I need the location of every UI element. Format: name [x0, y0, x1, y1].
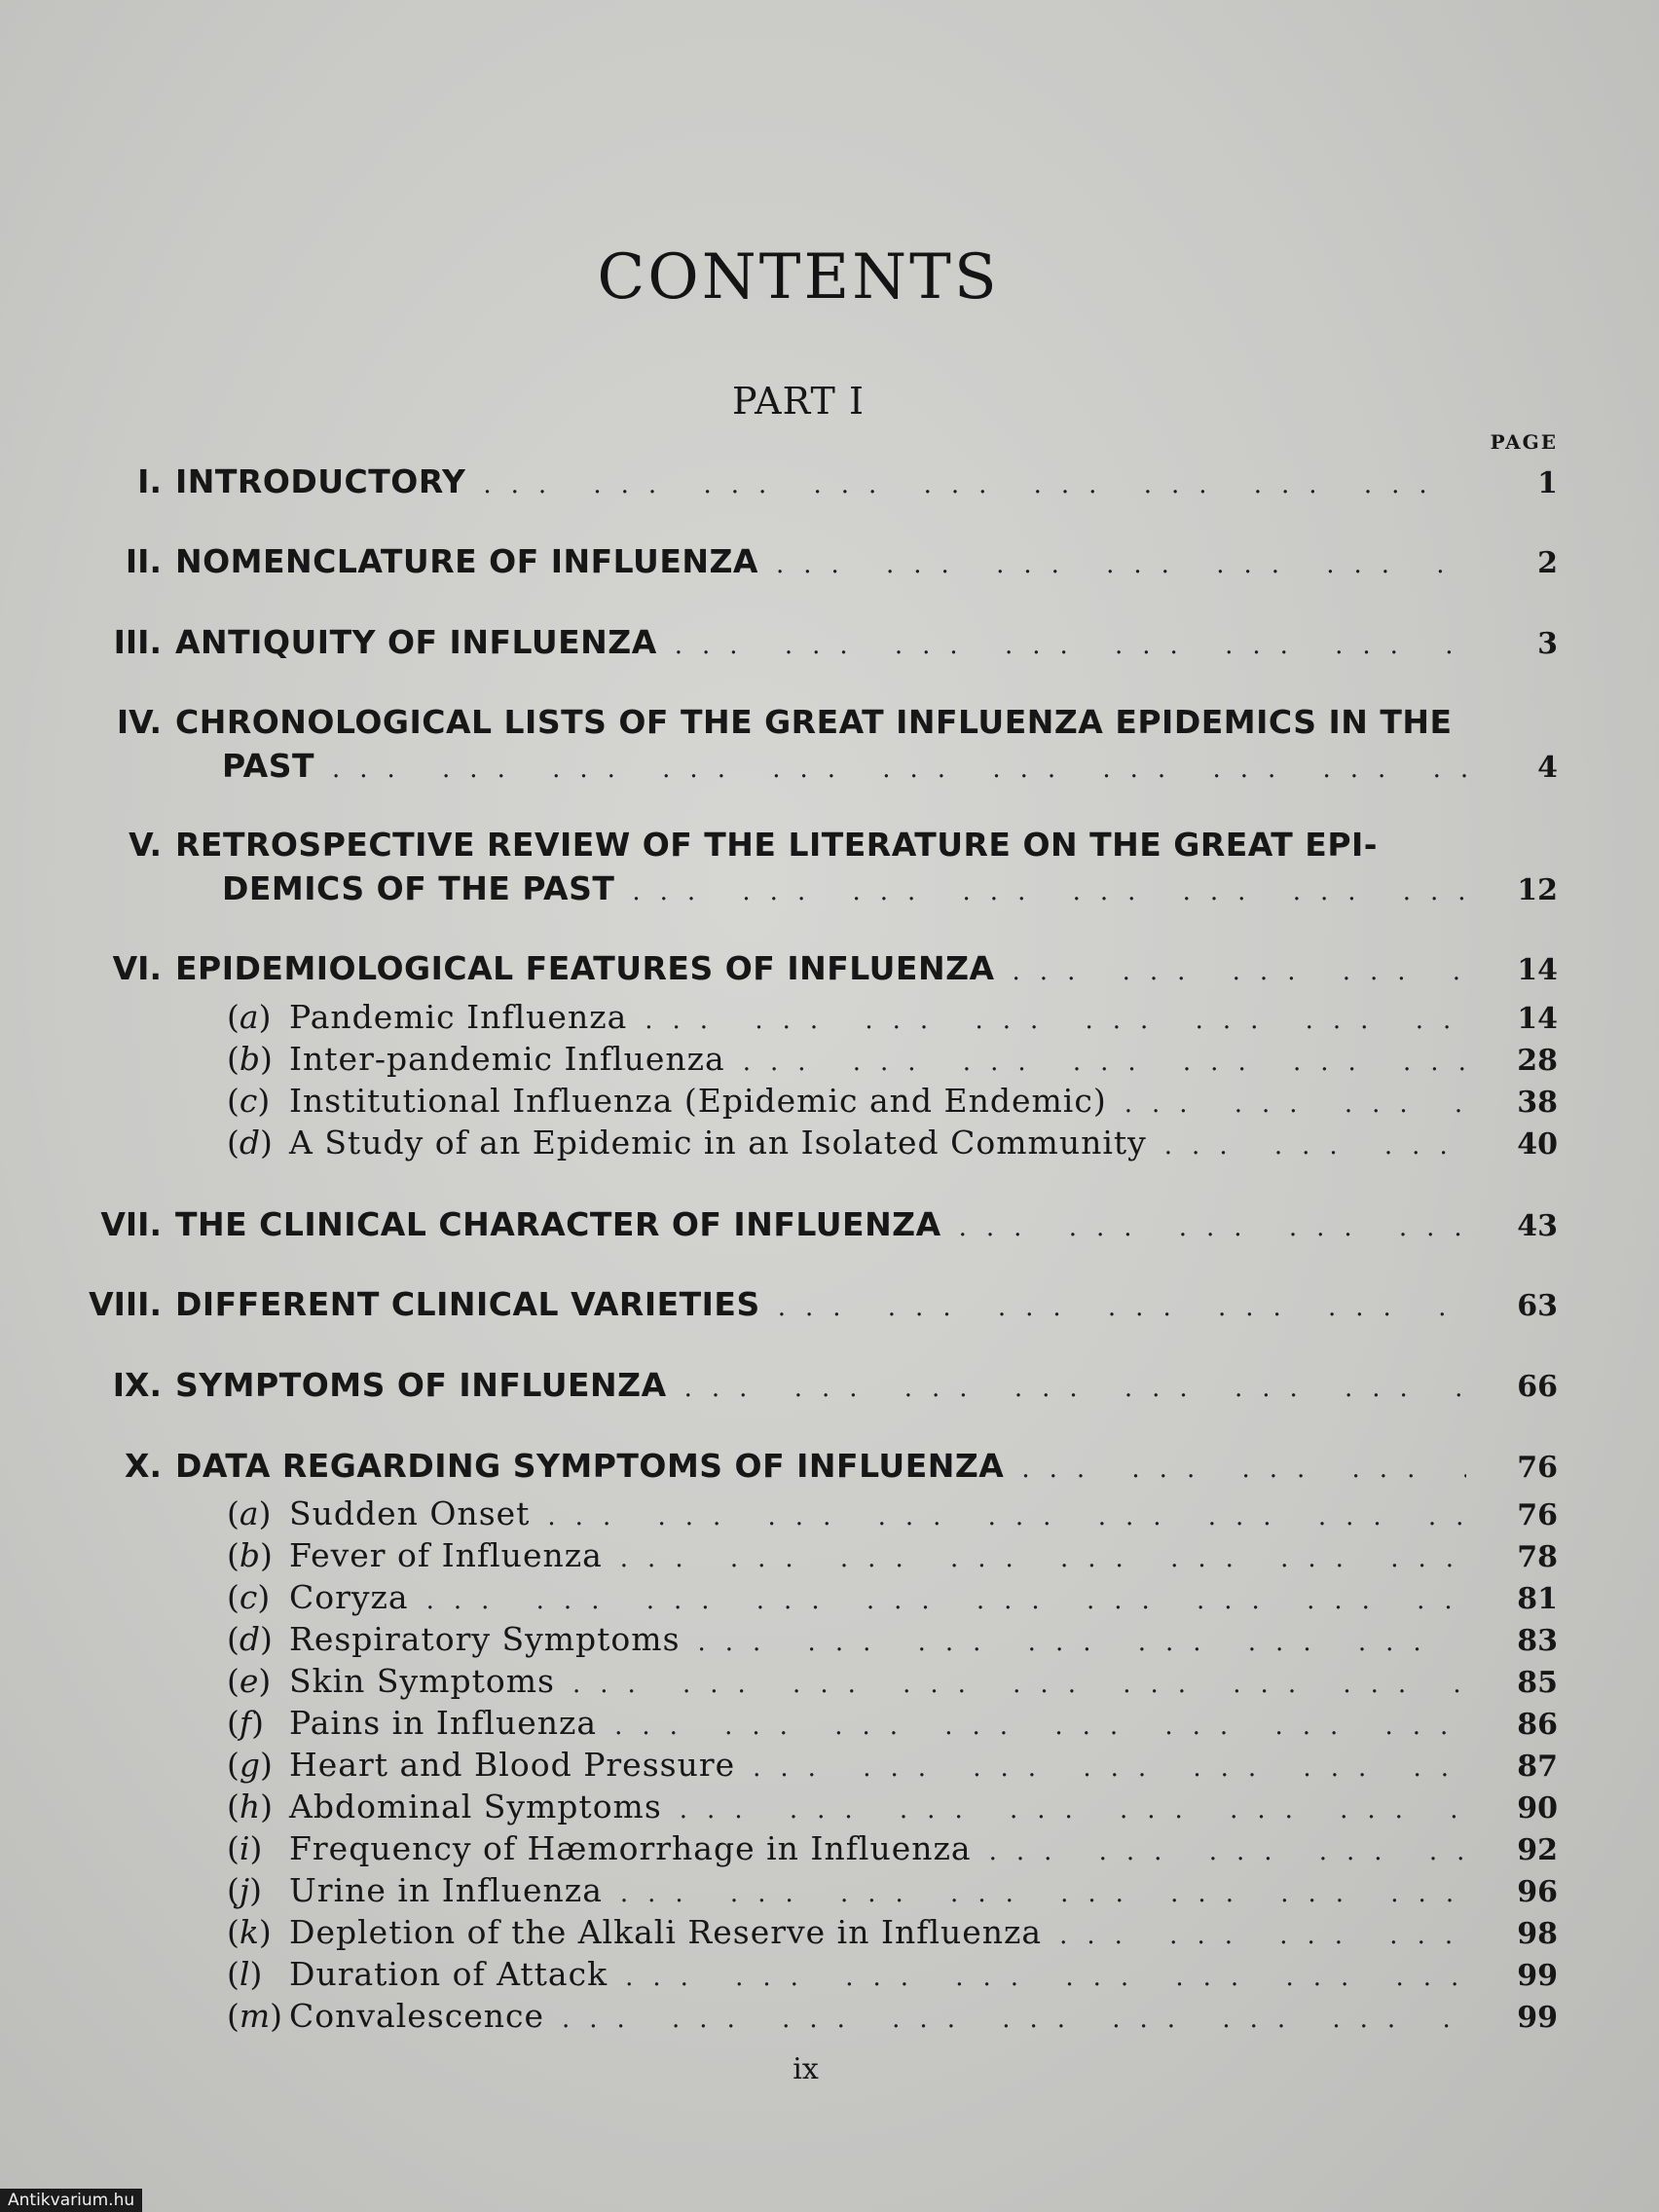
chapter-number: I.: [137, 462, 162, 500]
toc-section: [0, 1871, 1558, 1916]
toc-chapter: [0, 1447, 1558, 1492]
leader-dots: [645, 1006, 1466, 1035]
page-number: 99: [1517, 2001, 1558, 2035]
section-title: Pandemic Influenza: [289, 998, 628, 1036]
section-letter: (d): [227, 1124, 273, 1161]
chapter-number: IX.: [112, 1366, 162, 1404]
toc-chapter: [0, 623, 1558, 668]
leader-dots: [959, 1213, 1466, 1242]
toc-section: [0, 1662, 1558, 1707]
leader-dots: [684, 1374, 1466, 1403]
watermark: Antikvarium.hu: [0, 2189, 142, 2212]
leader-dots: [547, 1502, 1466, 1531]
page-number: 2: [1537, 546, 1558, 580]
page-number: 92: [1517, 1833, 1558, 1867]
page-number: 14: [1517, 953, 1558, 987]
toc-chapter: [0, 949, 1558, 994]
section-letter: (l): [227, 1955, 263, 1993]
leader-dots: [1013, 957, 1466, 986]
toc-section: [0, 1536, 1558, 1581]
toc-section: [0, 1620, 1558, 1665]
section-letter: (f): [227, 1704, 264, 1742]
leader-dots: [426, 1586, 1466, 1615]
page-number: 87: [1517, 1750, 1558, 1784]
chapter-title: RETROSPECTIVE REVIEW OF THE LITERATURE ON THE GREAT EPI-: [175, 826, 1378, 864]
page-number: 3: [1537, 627, 1558, 661]
section-letter: (k): [227, 1913, 272, 1951]
toc-section: [0, 1788, 1558, 1832]
leader-dots: [625, 1963, 1466, 1992]
chapter-title: DIFFERENT CLINICAL VARIETIES: [175, 1285, 760, 1323]
chapter-number: II.: [125, 542, 162, 580]
section-letter: (b): [227, 1536, 273, 1574]
leader-dots: [614, 1712, 1466, 1741]
toc-chapter: [0, 1285, 1558, 1330]
leader-dots: [572, 1670, 1466, 1699]
toc-section: [0, 1997, 1558, 2042]
section-letter: (a): [227, 1494, 272, 1532]
leader-dots: [989, 1837, 1466, 1866]
part-heading: PART I: [732, 380, 865, 423]
section-title: Pains in Influenza: [289, 1704, 598, 1742]
page-number: 86: [1517, 1708, 1558, 1742]
section-title: Convalescence: [289, 1997, 544, 2035]
section-title: Heart and Blood Pressure: [289, 1746, 736, 1784]
chapter-number: V.: [129, 826, 162, 864]
section-letter: (a): [227, 998, 272, 1036]
section-title: Institutional Influenza (Epidemic and Endemic): [289, 1082, 1107, 1120]
page-number: 98: [1517, 1917, 1558, 1951]
section-title: Duration of Attack: [289, 1955, 608, 1993]
leader-dots: [620, 1544, 1466, 1573]
leader-dots: [562, 2005, 1466, 2034]
section-title: Frequency of Hæmorrhage in Influenza: [289, 1829, 972, 1867]
folio-page-number: ix: [793, 2052, 819, 2086]
section-title: Sudden Onset: [289, 1494, 531, 1532]
toc-section: [0, 1955, 1558, 2000]
section-title: Depletion of the Alkali Reserve in Influenza: [289, 1913, 1043, 1951]
leader-dots: [778, 1293, 1466, 1322]
section-letter: (d): [227, 1620, 273, 1658]
page-number: 63: [1517, 1289, 1558, 1323]
page-number: 40: [1517, 1127, 1558, 1161]
chapter-title: INTRODUCTORY: [175, 462, 466, 500]
section-letter: (m): [227, 1997, 283, 2035]
chapter-title: EPIDEMIOLOGICAL FEATURES OF INFLUENZA: [175, 949, 995, 987]
leader-dots: [698, 1628, 1467, 1657]
chapter-title-continuation: DEMICS OF THE PAST: [222, 869, 615, 907]
toc-section: [0, 1494, 1558, 1539]
chapter-number: VIII.: [89, 1285, 162, 1323]
page-number: 76: [1517, 1498, 1558, 1532]
page-number: 12: [1517, 873, 1558, 907]
section-title: Abdominal Symptoms: [289, 1788, 662, 1825]
page-number: 1: [1537, 466, 1558, 500]
section-letter: (b): [227, 1040, 273, 1078]
section-title: Coryza: [289, 1578, 409, 1616]
chapter-title: THE CLINICAL CHARACTER OF INFLUENZA: [175, 1205, 941, 1243]
toc-section: [0, 1913, 1558, 1958]
toc-section: [0, 1829, 1558, 1874]
leader-dots: [680, 1795, 1466, 1825]
toc-chapter: [0, 1366, 1558, 1411]
toc-chapter-continuation: [0, 869, 1558, 914]
section-letter: (h): [227, 1788, 274, 1825]
page-number: 14: [1517, 1002, 1558, 1036]
leader-dots: [743, 1048, 1466, 1077]
chapter-number: VII.: [100, 1205, 162, 1243]
toc-section: [0, 1124, 1558, 1168]
toc-chapter: [0, 542, 1558, 587]
page-number: 38: [1517, 1086, 1558, 1120]
chapter-title: DATA REGARDING SYMPTOMS OF INFLUENZA: [175, 1447, 1005, 1485]
page-number: 28: [1517, 1044, 1558, 1078]
leader-dots: [332, 755, 1466, 784]
chapter-number: III.: [113, 623, 162, 661]
page-number: 4: [1537, 751, 1558, 785]
toc-section: [0, 1040, 1558, 1085]
section-title: A Study of an Epidemic in an Isolated Community: [289, 1124, 1147, 1161]
chapter-number: IV.: [116, 703, 162, 741]
section-title: Urine in Influenza: [289, 1871, 603, 1909]
toc-chapter: [0, 703, 1558, 748]
page-number: 78: [1517, 1540, 1558, 1574]
leader-dots: [753, 1753, 1466, 1783]
toc-section: [0, 1082, 1558, 1126]
leader-dots: [483, 470, 1466, 499]
page-number: 96: [1517, 1875, 1558, 1909]
toc-section: [0, 998, 1558, 1043]
section-letter: (i): [227, 1829, 263, 1867]
chapter-number: VI.: [112, 949, 162, 987]
leader-dots: [1059, 1921, 1466, 1950]
section-letter: (c): [227, 1082, 271, 1120]
page-title: CONTENTS: [597, 241, 1000, 313]
chapter-title: CHRONOLOGICAL LISTS OF THE GREAT INFLUENZA EPIDEMICS IN THE: [175, 703, 1453, 741]
toc-chapter: [0, 1205, 1558, 1250]
page-number: 81: [1517, 1582, 1558, 1616]
page-number: 85: [1517, 1666, 1558, 1700]
page-number: 66: [1517, 1370, 1558, 1404]
toc-chapter: [0, 826, 1558, 870]
toc-section: [0, 1704, 1558, 1749]
toc-section: [0, 1578, 1558, 1623]
section-letter: (j): [227, 1871, 262, 1909]
leader-dots: [776, 550, 1466, 579]
chapter-title: SYMPTOMS OF INFLUENZA: [175, 1366, 667, 1404]
leader-dots: [632, 877, 1466, 906]
chapter-number: X.: [125, 1447, 162, 1485]
chapter-title: ANTIQUITY OF INFLUENZA: [175, 623, 657, 661]
chapter-title: NOMENCLATURE OF INFLUENZA: [175, 542, 758, 580]
section-title: Skin Symptoms: [289, 1662, 555, 1700]
page-number: 76: [1517, 1451, 1558, 1485]
section-letter: (e): [227, 1662, 272, 1700]
page-number: 43: [1517, 1209, 1558, 1243]
section-title: Fever of Influenza: [289, 1536, 603, 1574]
section-letter: (c): [227, 1578, 271, 1616]
leader-dots: [1021, 1455, 1466, 1484]
leader-dots: [1124, 1089, 1466, 1119]
section-letter: (g): [227, 1746, 273, 1784]
leader-dots: [1164, 1131, 1466, 1161]
toc-chapter-continuation: [0, 747, 1558, 792]
page-number: 83: [1517, 1624, 1558, 1658]
page-number: 99: [1517, 1959, 1558, 1993]
section-title: Respiratory Symptoms: [289, 1620, 681, 1658]
page-column-header: PAGE: [1490, 430, 1558, 454]
page-number: 90: [1517, 1791, 1558, 1825]
section-title: Inter-pandemic Influenza: [289, 1040, 725, 1078]
toc-chapter: [0, 462, 1558, 507]
leader-dots: [620, 1879, 1466, 1908]
leader-dots: [675, 631, 1466, 660]
chapter-title-continuation: PAST: [222, 747, 314, 785]
toc-section: [0, 1746, 1558, 1790]
